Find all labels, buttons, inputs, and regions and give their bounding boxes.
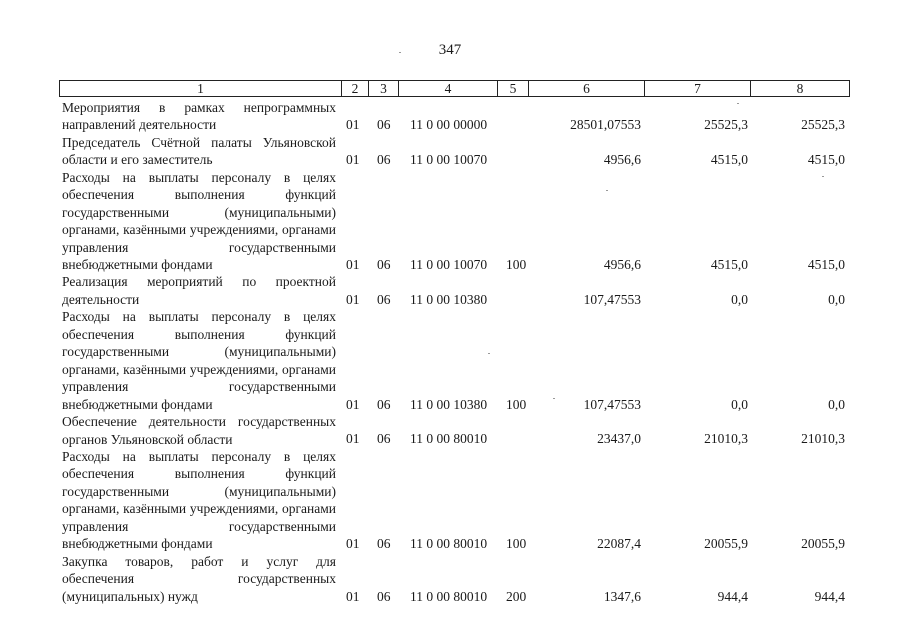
value-column-6: 4956,6: [603, 152, 641, 168]
expense-type-code: 200: [506, 588, 527, 604]
row-description: Обеспечение деятельности государственных органов Ульяновской области: [62, 414, 336, 447]
target-article-code: 11 0 00 10070: [410, 257, 488, 273]
column-header-6: 6: [528, 80, 645, 97]
subsection-code: 06: [377, 396, 391, 412]
table-row: [0, 553, 905, 605]
subsection-code: 06: [377, 257, 391, 273]
row-description: Расходы на выплаты персоналу в целях обеспечения выполнения функций государственными (муниципальными) органами, казёнными учреждениями, органами управления государственными внебюджетными фондами: [62, 309, 336, 412]
table-row: [0, 448, 905, 553]
column-header-4: 4: [398, 80, 498, 97]
subsection-code: 06: [377, 536, 391, 552]
expense-type-code: 100: [506, 396, 527, 412]
value-column-6: 107,47553: [583, 396, 641, 412]
table-row: [0, 134, 905, 169]
table-body: [0, 99, 905, 605]
subsection-code: 06: [377, 152, 391, 168]
value-column-6: 23437,0: [597, 431, 641, 447]
value-column-7: 4515,0: [710, 257, 748, 273]
scan-speck: [737, 103, 739, 104]
column-header-3: 3: [368, 80, 399, 97]
scan-speck: [606, 190, 608, 191]
value-column-8: 21010,3: [801, 431, 845, 447]
section-code: 01: [346, 588, 360, 604]
value-column-8: 20055,9: [801, 536, 845, 552]
row-description: Расходы на выплаты персоналу в целях обеспечения выполнения функций государственными (муниципальными) органами, казёнными учреждениями, органами управления государственными внебюджетными фондами: [62, 169, 336, 273]
scan-speck: [488, 353, 490, 354]
target-article-code: 11 0 00 00000: [410, 117, 488, 133]
subsection-code: 06: [377, 291, 391, 307]
target-article-code: 11 0 00 80010: [410, 431, 488, 447]
table-row: [0, 308, 905, 413]
row-description: Мероприятия в рамках непрограммных направлений деятельности: [62, 100, 336, 133]
value-column-8: 4515,0: [807, 152, 845, 168]
value-column-6: 1347,6: [603, 588, 641, 604]
section-code: 01: [346, 117, 360, 133]
value-column-8: 0,0: [828, 396, 845, 412]
value-column-7: 20055,9: [704, 536, 748, 552]
value-column-7: 4515,0: [710, 152, 748, 168]
row-description: Расходы на выплаты персоналу в целях обеспечения выполнения функций государственными (муниципальными) органами, казёнными учреждениями, органами управления государственными внебюджетными фондами: [62, 448, 336, 552]
value-column-8: 944,4: [814, 588, 845, 604]
column-header-1: 1: [59, 80, 342, 97]
value-column-6: 22087,4: [597, 536, 641, 552]
page-number: 347: [438, 42, 462, 58]
expense-type-code: 100: [506, 536, 527, 552]
value-column-8: 4515,0: [807, 257, 845, 273]
column-header-8: 8: [750, 80, 850, 97]
value-column-7: 0,0: [731, 396, 748, 412]
column-header-7: 7: [644, 80, 751, 97]
subsection-code: 06: [377, 588, 391, 604]
value-column-6: 28501,07553: [570, 117, 641, 133]
target-article-code: 11 0 00 10380: [410, 291, 488, 307]
value-column-7: 25525,3: [704, 117, 748, 133]
value-column-6: 4956,6: [603, 257, 641, 273]
expense-type-code: 100: [506, 257, 527, 273]
value-column-7: 0,0: [731, 291, 748, 307]
table-header-row: [59, 80, 850, 97]
value-column-6: 107,47553: [583, 291, 641, 307]
scan-speck: [399, 52, 401, 53]
target-article-code: 11 0 00 10070: [410, 152, 488, 168]
subsection-code: 06: [377, 431, 391, 447]
table-row: [0, 413, 905, 448]
value-column-7: 944,4: [717, 588, 748, 604]
value-column-7: 21010,3: [704, 431, 748, 447]
subsection-code: 06: [377, 117, 391, 133]
row-description: Реализация мероприятий по проектной деятельности: [62, 274, 336, 307]
section-code: 01: [346, 536, 360, 552]
table-row: [0, 273, 905, 308]
table-row: [0, 169, 905, 274]
target-article-code: 11 0 00 80010: [410, 536, 488, 552]
scan-speck: [553, 398, 555, 399]
table-row: [0, 99, 905, 134]
section-code: 01: [346, 257, 360, 273]
section-code: 01: [346, 152, 360, 168]
section-code: 01: [346, 291, 360, 307]
section-code: 01: [346, 396, 360, 412]
section-code: 01: [346, 431, 360, 447]
scan-speck: [822, 176, 824, 177]
value-column-8: 25525,3: [801, 117, 845, 133]
target-article-code: 11 0 00 80010: [410, 588, 488, 604]
row-description: Закупка товаров, работ и услуг для обеспечения государственных (муниципальных) нужд: [62, 553, 336, 604]
column-header-2: 2: [341, 80, 369, 97]
row-description: Председатель Счётной палаты Ульяновской области и его заместитель: [62, 134, 336, 168]
target-article-code: 11 0 00 10380: [410, 396, 488, 412]
column-header-5: 5: [497, 80, 529, 97]
value-column-8: 0,0: [828, 291, 845, 307]
